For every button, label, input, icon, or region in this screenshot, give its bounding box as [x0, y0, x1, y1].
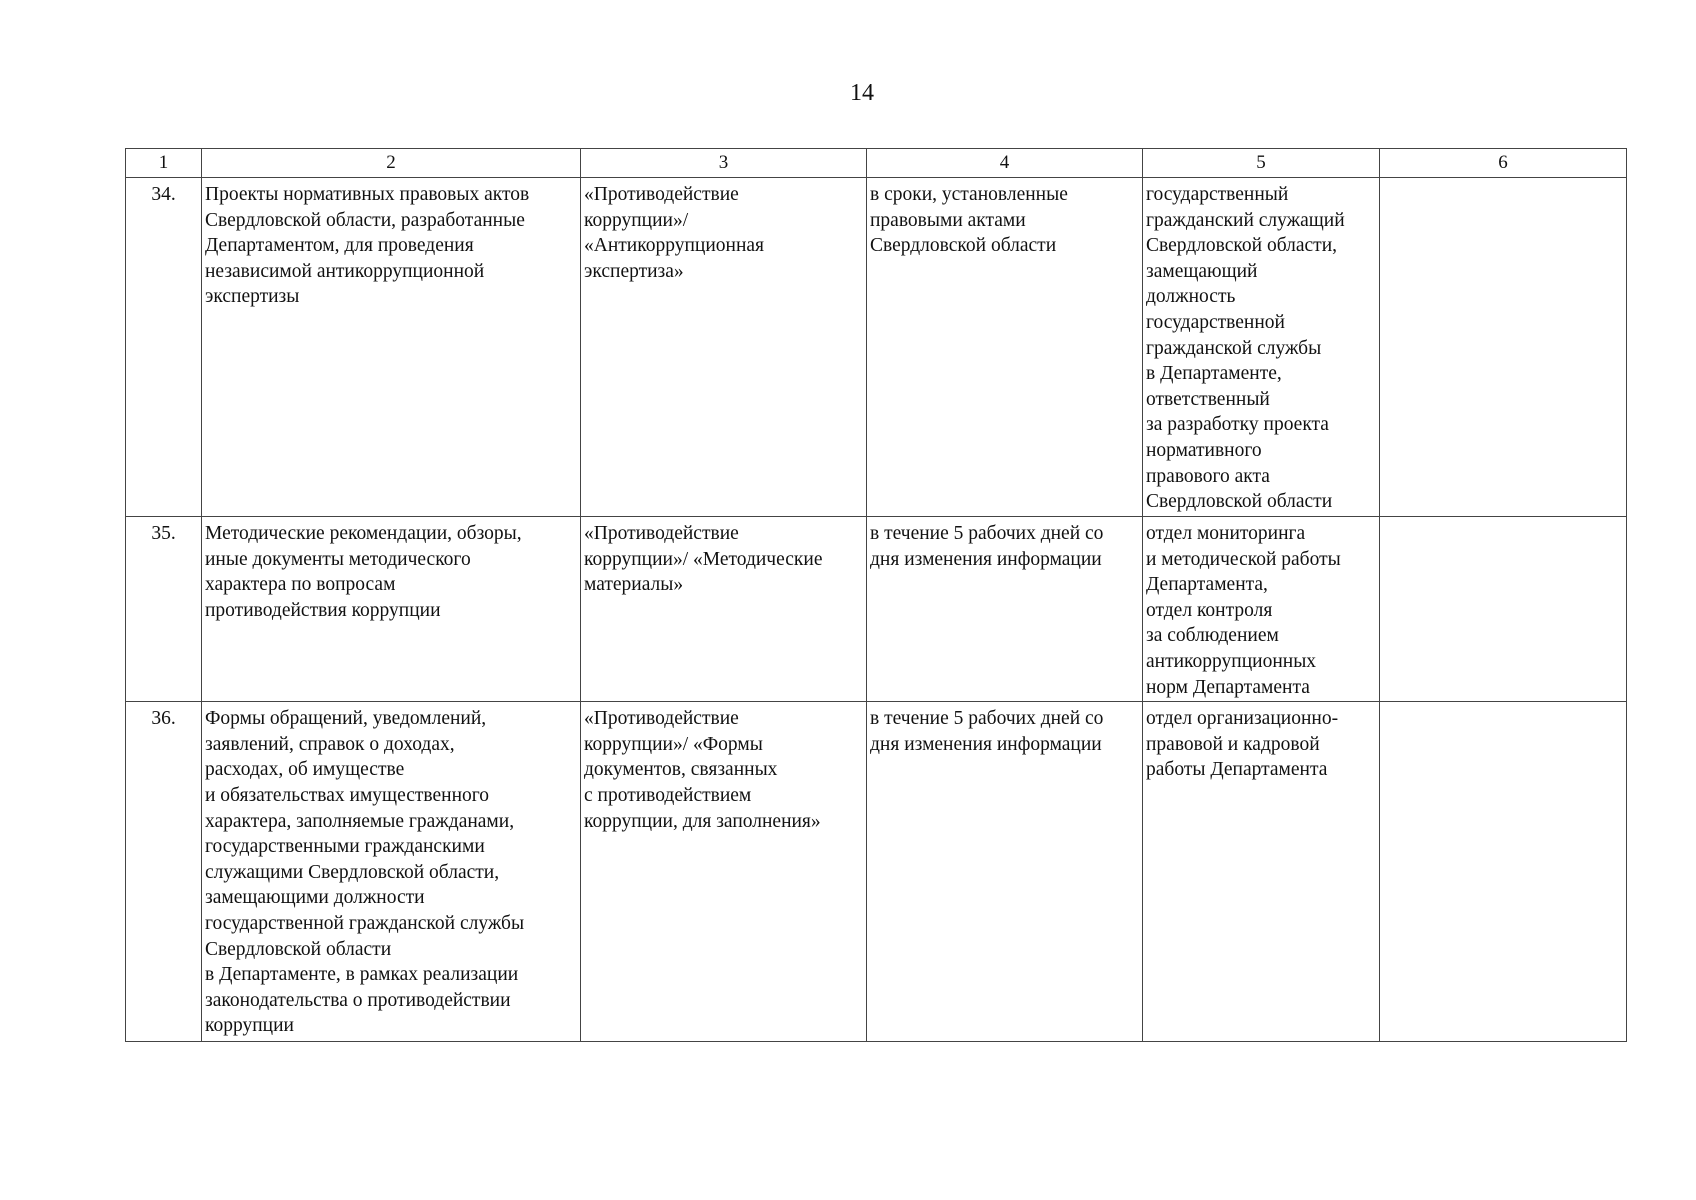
row-number: 36.: [126, 702, 202, 1042]
column-header: 4: [867, 149, 1143, 178]
table-row: [126, 702, 1627, 1042]
responsible-cell: отдел мониторинга и методической работы Департамента, отдел контроля за соблюдением антикоррупционных норм Департамента: [1143, 517, 1380, 702]
column-header: 5: [1143, 149, 1380, 178]
table-header-row: [126, 149, 1627, 178]
notes-cell: [1380, 517, 1627, 702]
column-header: 2: [202, 149, 581, 178]
responsible-cell: отдел организационно- правовой и кадровой работы Департамента: [1143, 702, 1380, 1042]
site-section-cell: «Противодействие коррупции»/ «Формы документов, связанных с противодействием коррупции, для заполнения»: [581, 702, 867, 1042]
site-section-cell: «Противодействие коррупции»/ «Антикоррупционная экспертиза»: [581, 178, 867, 517]
document-table: [125, 148, 1627, 1042]
document-type-cell: Методические рекомендации, обзоры, иные документы методического характера по вопросам противодействия коррупции: [202, 517, 581, 702]
column-header: 1: [126, 149, 202, 178]
site-section-cell: «Противодействие коррупции»/ «Методические материалы»: [581, 517, 867, 702]
document-type-cell: Формы обращений, уведомлений, заявлений, справок о доходах, расходах, об имуществе и обязательствах имущественного характера, заполняемые гражданами, государственными гражданскими служащими Свердловской области, замещающими должности государственной гражданской службы Свердловской области в Департаменте, в рамках реализации законодательства о противодействии коррупции: [202, 702, 581, 1042]
deadline-cell: в течение 5 рабочих дней со дня изменения информации: [867, 702, 1143, 1042]
page-number: 14: [850, 80, 874, 106]
row-number: 34.: [126, 178, 202, 517]
notes-cell: [1380, 178, 1627, 517]
column-header: 6: [1380, 149, 1627, 178]
notes-cell: [1380, 702, 1627, 1042]
document-type-cell: Проекты нормативных правовых актов Свердловской области, разработанные Департаментом, для проведения независимой антикоррупционной экспертизы: [202, 178, 581, 517]
deadline-cell: в сроки, установленные правовыми актами Свердловской области: [867, 178, 1143, 517]
deadline-cell: в течение 5 рабочих дней со дня изменения информации: [867, 517, 1143, 702]
table-row: [126, 517, 1627, 702]
responsible-cell: государственный гражданский служащий Свердловской области, замещающий должность государственной гражданской службы в Департаменте, ответственный за разработку проекта нормативного правового акта Свердловской области: [1143, 178, 1380, 517]
row-number: 35.: [126, 517, 202, 702]
table-row: [126, 178, 1627, 517]
column-header: 3: [581, 149, 867, 178]
